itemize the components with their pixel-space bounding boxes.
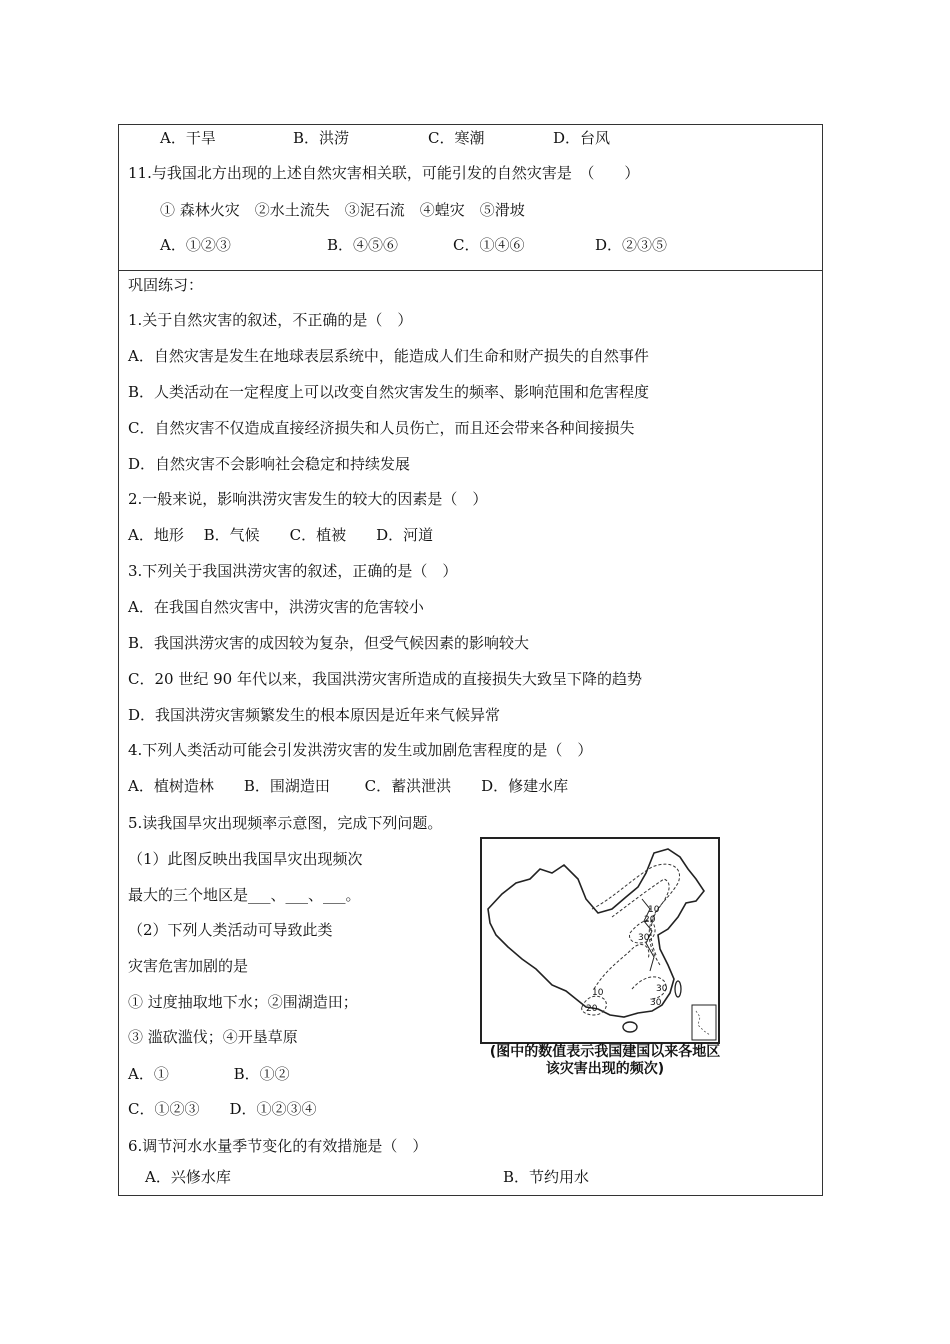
contour-label-20-north: 20: [644, 915, 656, 925]
contour-label-30-north: 30: [638, 933, 650, 943]
q6-option-b: B．节约用水: [503, 1168, 590, 1186]
q5-part2-line1: （2）下列人类活动可导致此类: [128, 921, 333, 939]
south-sea-inset: [692, 1005, 716, 1040]
contour-label-30-east-2: 30: [650, 998, 662, 1008]
q3-option-c: C．20 世纪 90 年代以来，我国洪涝灾害所造成的直接损失大致呈下降的趋势: [128, 670, 642, 688]
taiwan-island: [675, 981, 681, 997]
q11-items: ① 森林火灾 ②水土流失 ③泥石流 ④蝗灾 ⑤滑坡: [160, 201, 525, 219]
q11-stem: 11.与我国北方出现的上述自然灾害相关联，可能引发的自然灾害是 （ ）: [128, 164, 640, 182]
q4-stem: 4.下列人类活动可能会引发洪涝灾害的发生或加剧危害程度的是（ ）: [128, 741, 593, 759]
q1-option-b: B．人类活动在一定程度上可以改变自然灾害发生的频率、影响范围和危害程度: [128, 383, 650, 401]
q11-option-c: C．①④⑥: [453, 236, 525, 254]
q2-stem: 2.一般来说，影响洪涝灾害发生的较大的因素是（ ）: [128, 490, 488, 508]
map-caption-line1: (图中的数值表示我国建国以来各地区: [489, 1044, 721, 1060]
drought-frequency-map: [476, 833, 734, 1081]
map-frame: [480, 837, 720, 1044]
contour-10-north: [592, 864, 680, 965]
q1-option-a: A．自然灾害是发生在地球表层系统中，能造成人们生命和财产损失的自然事件: [128, 347, 649, 365]
q10-option-c: C．寒潮: [428, 129, 485, 147]
contour-20-north: [612, 879, 669, 955]
contour-10-south: [594, 944, 649, 989]
q3-option-a: A．在我国自然灾害中，洪涝灾害的危害较小: [128, 598, 424, 616]
hainan-island: [623, 1022, 637, 1032]
q5-options-cd: C．①②③ D．①②③④: [128, 1100, 317, 1118]
map-caption-line2: 该灾害出现的频次): [545, 1061, 665, 1077]
q1-option-c: C．自然灾害不仅造成直接经济损失和人员伤亡，而且还会带来各种间接损失: [128, 419, 635, 437]
q10-option-d: D．台风: [553, 129, 611, 147]
q5-options-ab: A．① B．①②: [128, 1065, 290, 1083]
contour-label-10-south: 10: [592, 988, 604, 998]
q5-items-line1: ① 过度抽取地下水；②围湖造田；: [128, 993, 358, 1011]
q2-options: A．地形 B．气候 C．植被 D．河道: [128, 526, 434, 544]
contour-label-20-south: 20: [586, 1004, 598, 1014]
q3-option-d: D．我国洪涝灾害频繁发生的根本原因是近年来气候异常: [128, 706, 501, 724]
q11-option-a: A．①②③: [160, 236, 231, 254]
q3-option-b: B．我国洪涝灾害的成因较为复杂，但受气候因素的影响较大: [128, 634, 530, 652]
q4-options: A．植树造林 B．围湖造田 C．蓄洪泄洪 D．修建水库: [128, 777, 569, 795]
china-map-graphic: [482, 839, 718, 1042]
q3-stem: 3.下列关于我国洪涝灾害的叙述，正确的是（ ）: [128, 562, 458, 580]
practice-heading: 巩固练习：: [128, 276, 204, 294]
contour-label-30-east-1: 30: [656, 984, 668, 994]
q10-option-a: A．干旱: [160, 129, 216, 147]
q5-part1-line2: 最大的三个地区是___、___、___。: [128, 886, 361, 904]
q6-option-a: A．兴修水库: [145, 1168, 231, 1186]
q5-part1-line1: （1）此图反映出我国旱灾出现频次: [128, 850, 363, 868]
q1-option-d: D．自然灾害不会影响社会稳定和持续发展: [128, 455, 411, 473]
q11-option-b: B．④⑤⑥: [327, 236, 399, 254]
q6-stem: 6.调节河水水量季节变化的有效措施是（ ）: [128, 1137, 428, 1155]
q5-items-line2: ③ 滥砍滥伐；④开垦草原: [128, 1028, 298, 1046]
q11-option-d: D．②③⑤: [595, 236, 668, 254]
map-caption: [476, 1044, 734, 1078]
q5-stem: 5.读我国旱灾出现频率示意图，完成下列问题。: [128, 814, 443, 832]
south-sea-islands: [696, 1011, 710, 1035]
section-divider: [118, 270, 823, 271]
q10-option-b: B．洪涝: [293, 129, 350, 147]
q5-part2-line2: 灾害危害加剧的是: [128, 957, 249, 975]
contour-label-10-north: 10: [648, 905, 660, 915]
q1-stem: 1.关于自然灾害的叙述，不正确的是（ ）: [128, 311, 413, 329]
